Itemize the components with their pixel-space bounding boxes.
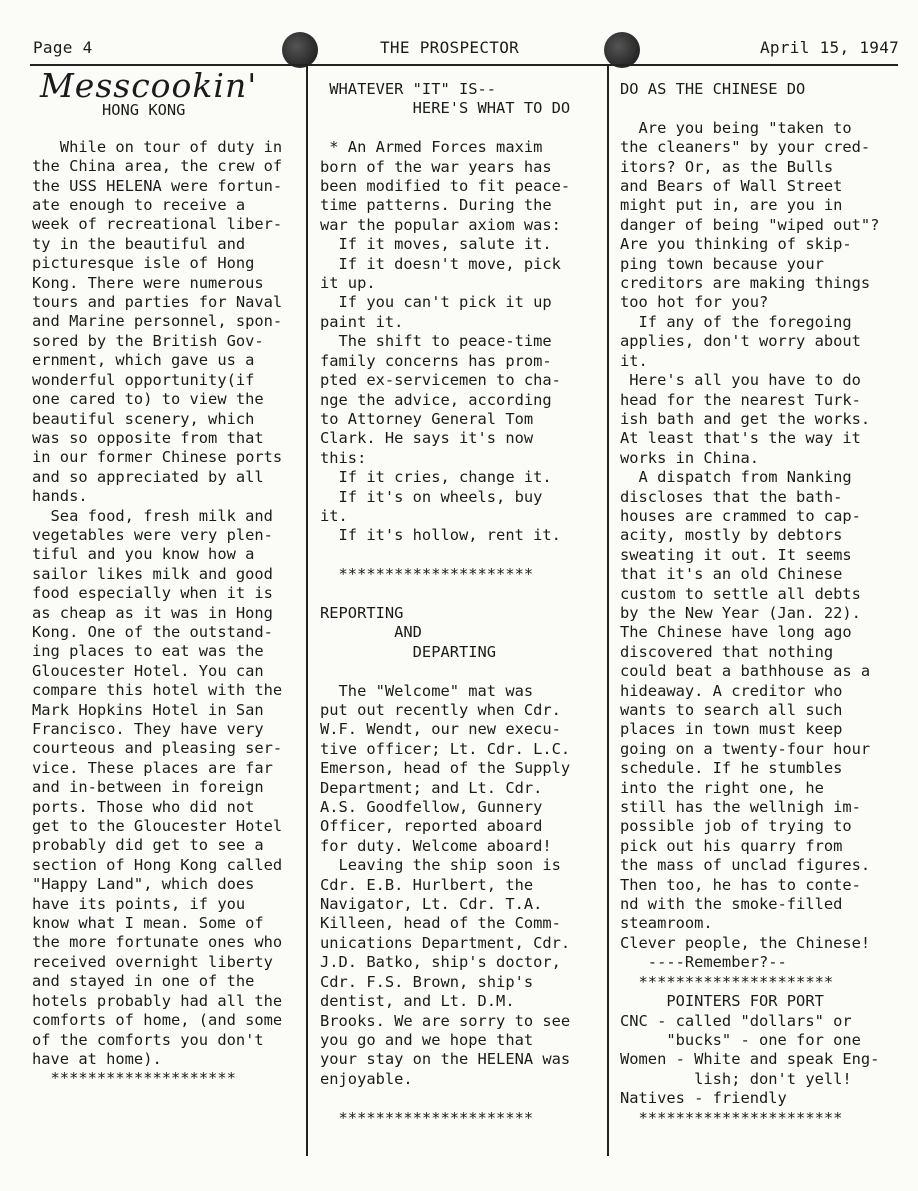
text-line: too hot for you? <box>620 293 769 312</box>
text-line: DEPARTING <box>320 642 497 661</box>
text-line: Mark Hopkins Hotel in San <box>32 700 264 719</box>
text-line <box>320 585 602 604</box>
text-line: section of Hong Kong called <box>32 855 283 874</box>
text-line: ing places to eat was the <box>32 642 264 661</box>
text-line: one cared to) to view the <box>32 390 264 409</box>
text-line: week of recreational liber- <box>32 215 283 234</box>
text-line: itors? Or, as the Bulls <box>620 157 834 176</box>
text-line: places in town must keep <box>620 720 843 739</box>
text-line <box>320 662 602 681</box>
text-line: food especially when it is <box>32 584 273 603</box>
text-line: the cleaners" by your cred- <box>620 138 871 157</box>
column-do-as-the-chinese-do <box>620 80 904 1128</box>
text-line: works in China. <box>620 448 759 467</box>
text-line: wants to search all such <box>620 701 843 719</box>
text-line: The "Welcome" mat was <box>320 681 534 700</box>
text-line: ********************* <box>620 972 834 991</box>
text-line: * An Armed Forces maxim <box>320 138 543 157</box>
text-line: ish bath and get the works. <box>620 409 871 428</box>
text-line: If it cries, change it. <box>320 468 552 487</box>
text-line: If any of the foregoing <box>620 312 852 331</box>
text-line: pick out his quarry from <box>620 836 843 855</box>
text-line: born of the war years has <box>320 157 552 176</box>
text-line: been modified to fit peace- <box>320 177 571 196</box>
text-line: ********************* <box>320 565 534 584</box>
text-line <box>320 546 602 565</box>
text-line: it. <box>320 506 348 525</box>
text-line: into the right one, he <box>620 778 824 797</box>
text-line: steamroom. <box>620 914 713 933</box>
text-line: DO AS THE CHINESE DO <box>620 80 806 98</box>
text-line: Cdr. E.B. Hurlbert, the <box>320 875 534 894</box>
text-line: Officer, reported aboard <box>320 817 543 836</box>
text-line: received overnight liberty <box>32 952 273 971</box>
article-body <box>620 80 904 1128</box>
text-line: enjoyable. <box>320 1069 413 1088</box>
text-line: ty in the beautiful and <box>32 234 246 253</box>
text-line: REPORTING <box>320 603 404 622</box>
text-line: going on a twenty-four hour <box>620 739 871 758</box>
text-line: by the New Year (Jan. 22). <box>620 603 861 622</box>
article-subtitle: HONG KONG <box>102 101 186 120</box>
text-line: ********************** <box>620 1108 843 1127</box>
column-messcookin <box>32 66 300 1089</box>
text-line: to Attorney General Tom <box>320 409 534 428</box>
text-line: Here's all you have to do <box>620 371 861 390</box>
text-line: unications Department, Cdr. <box>320 933 571 952</box>
text-line: nge the advice, according <box>320 390 552 409</box>
text-line: and Bears of Wall Street <box>620 177 843 196</box>
text-line: ----Remember?-- <box>620 953 787 972</box>
text-line: probably did get to see a <box>32 836 264 855</box>
text-line: as cheap as it was in Hong <box>32 603 273 622</box>
text-line: the China area, the crew of <box>32 157 283 176</box>
text-line: pted ex-servicemen to cha- <box>320 371 561 390</box>
text-line: wonderful opportunity(if <box>32 370 255 389</box>
text-line: Are you thinking of skip- <box>620 235 852 254</box>
text-line: WHATEVER "IT" IS-- <box>320 80 497 98</box>
text-line: war the popular axiom was: <box>320 215 561 234</box>
text-line <box>320 119 602 138</box>
text-line: Gloucester Hotel. You can <box>32 661 264 680</box>
text-line: have its points, if you <box>32 894 246 913</box>
text-line: Navigator, Lt. Cdr. T.A. <box>320 895 543 914</box>
text-line: "Happy Land", which does <box>32 875 255 894</box>
text-line: still has the wellnigh im- <box>620 798 861 817</box>
text-line: head for the nearest Turk- <box>620 390 861 409</box>
text-line: If it moves, salute it. <box>320 235 552 254</box>
text-line: W.F. Wendt, our new execu- <box>320 720 561 739</box>
text-line: While on tour of duty in <box>32 137 283 156</box>
text-line: Are you being "taken to <box>620 118 852 137</box>
column-divider-right <box>607 66 609 1156</box>
text-line: ate enough to receive a <box>32 196 246 215</box>
text-line: ernment, which gave us a <box>32 351 255 370</box>
text-line: Kong. There were numerous <box>32 273 264 292</box>
text-line: discloses that the bath- <box>620 487 843 506</box>
text-line: A dispatch from Nanking <box>620 468 852 487</box>
text-line: hideaway. A creditor who <box>620 681 843 700</box>
text-line: The Chinese have long ago <box>620 623 852 642</box>
messcookin-masthead: Messcookin' <box>40 66 258 105</box>
text-line: Women - White and speak Eng- <box>620 1050 880 1069</box>
text-line: HERE'S WHAT TO DO <box>320 99 571 118</box>
text-line: "bucks" - one for one <box>620 1030 861 1049</box>
text-line: that it's an old Chinese <box>620 565 843 584</box>
text-line: Francisco. They have very <box>32 720 264 738</box>
text-line: creditors are making things <box>620 274 871 293</box>
text-line: tours and parties for Naval <box>32 293 283 312</box>
text-line: A.S. Goodfellow, Gunnery <box>320 798 543 817</box>
text-line: dentist, and Lt. D.M. <box>320 992 515 1011</box>
text-line: lish; don't yell! <box>620 1069 852 1088</box>
text-line: and Marine personnel, spon- <box>32 312 283 331</box>
text-line: tiful and you know how a <box>32 545 255 564</box>
text-line: acity, mostly by debtors <box>620 526 843 545</box>
text-line: Natives - friendly <box>620 1089 787 1108</box>
text-line: get to the Gloucester Hotel <box>32 817 283 836</box>
text-line: and in-between in foreign <box>32 778 264 797</box>
text-line: nd with the smoke-filled <box>620 895 843 914</box>
text-line: Leaving the ship soon is <box>320 856 561 875</box>
text-line: the more fortunate ones who <box>32 933 283 952</box>
text-line: sailor likes milk and good <box>32 564 273 583</box>
text-line: ********************* <box>320 1108 534 1127</box>
text-line: compare this hotel with the <box>32 681 283 700</box>
text-line: If it doesn't move, pick <box>320 254 561 273</box>
article-body <box>320 80 602 1128</box>
text-line: courteous and pleasing ser- <box>32 739 283 758</box>
text-line: paint it. <box>320 312 404 331</box>
page-number: Page 4 <box>33 38 93 57</box>
text-line <box>320 1089 602 1108</box>
text-line: the USS HELENA were fortun- <box>32 176 283 195</box>
text-line: ping town because your <box>620 254 824 273</box>
text-line: it up. <box>320 274 376 293</box>
text-line: possible job of trying to <box>620 817 852 836</box>
newsletter-title: THE PROSPECTOR <box>380 38 520 57</box>
text-line: Clever people, the Chinese! <box>620 933 871 952</box>
text-line: J.D. Batko, ship's doctor, <box>320 953 561 972</box>
text-line: The shift to peace-time <box>320 332 552 351</box>
text-line: houses are crammed to cap- <box>620 506 861 525</box>
text-line: hands. <box>32 487 88 506</box>
text-line: this: <box>320 448 367 467</box>
article-body <box>32 138 300 1089</box>
text-line: sweating it out. It seems <box>620 545 852 564</box>
text-line: could beat a bathhouse as a <box>620 662 871 681</box>
text-line: in our former Chinese ports <box>32 448 283 467</box>
text-line: discovered that nothing <box>620 642 834 661</box>
text-line: Clark. He says it's now <box>320 429 534 448</box>
text-line: vegetables were very plen- <box>32 525 273 544</box>
text-line: time patterns. During the <box>320 196 552 215</box>
text-line: ******************** <box>32 1069 236 1088</box>
text-line: beautiful scenery, which <box>32 409 255 428</box>
text-line: it. <box>620 351 648 370</box>
text-line: custom to settle all debts <box>620 584 861 603</box>
text-line: At least that's the way it <box>620 429 861 448</box>
text-line: hotels probably had all the <box>32 991 283 1010</box>
text-line: danger of being "wiped out"? <box>620 215 880 234</box>
column-whatever-it-is <box>320 80 602 1128</box>
text-line: family concerns has prom- <box>320 351 552 370</box>
text-line: ports. Those who did not <box>32 797 255 816</box>
issue-date: April 15, 1947 <box>760 38 900 57</box>
text-line: POINTERS FOR PORT <box>620 992 824 1011</box>
text-line: Brooks. We are sorry to see <box>320 1011 571 1030</box>
text-line: If it's hollow, rent it. <box>320 526 561 545</box>
text-line: Killeen, head of the Comm- <box>320 914 561 933</box>
text-line: might put in, are you in <box>620 196 843 215</box>
text-line: If you can't pick it up <box>320 293 552 312</box>
text-line: the mass of unclad figures. <box>620 856 871 875</box>
text-line: was so opposite from that <box>32 428 264 447</box>
text-line: picturesque isle of Hong <box>32 254 255 273</box>
text-line <box>620 99 904 118</box>
text-line: Then too, he has to conte- <box>620 875 861 894</box>
text-line: Department; and Lt. Cdr. <box>320 778 543 797</box>
text-line: If it's on wheels, buy <box>320 487 543 506</box>
text-line: and stayed in one of the <box>32 972 255 991</box>
text-line: schedule. If he stumbles <box>620 759 843 778</box>
text-line: AND <box>320 623 422 642</box>
column-divider-left <box>306 66 308 1156</box>
text-line: comforts of home, (and some <box>32 1011 283 1030</box>
text-line: Kong. One of the outstand- <box>32 622 273 641</box>
text-line: of the comforts you don't <box>32 1030 264 1049</box>
text-line: tive officer; Lt. Cdr. L.C. <box>320 739 571 758</box>
text-line: applies, don't worry about <box>620 332 861 351</box>
text-line: Cdr. F.S. Brown, ship's <box>320 972 534 991</box>
binder-hole-left <box>282 32 318 68</box>
text-line: vice. These places are far <box>32 758 273 777</box>
text-line: put out recently when Cdr. <box>320 701 561 719</box>
text-line: for duty. Welcome aboard! <box>320 836 552 855</box>
binder-hole-right <box>604 32 640 68</box>
text-line: you go and we hope that <box>320 1030 534 1049</box>
text-line: and so appreciated by all <box>32 467 264 486</box>
text-line: sored by the British Gov- <box>32 331 264 350</box>
text-line: your stay on the HELENA was <box>320 1050 571 1069</box>
text-line: Sea food, fresh milk and <box>32 506 273 525</box>
text-line: CNC - called "dollars" or <box>620 1011 852 1030</box>
text-line: know what I mean. Some of <box>32 914 264 933</box>
text-line: have at home). <box>32 1049 162 1068</box>
text-line: Emerson, head of the Supply <box>320 759 571 778</box>
